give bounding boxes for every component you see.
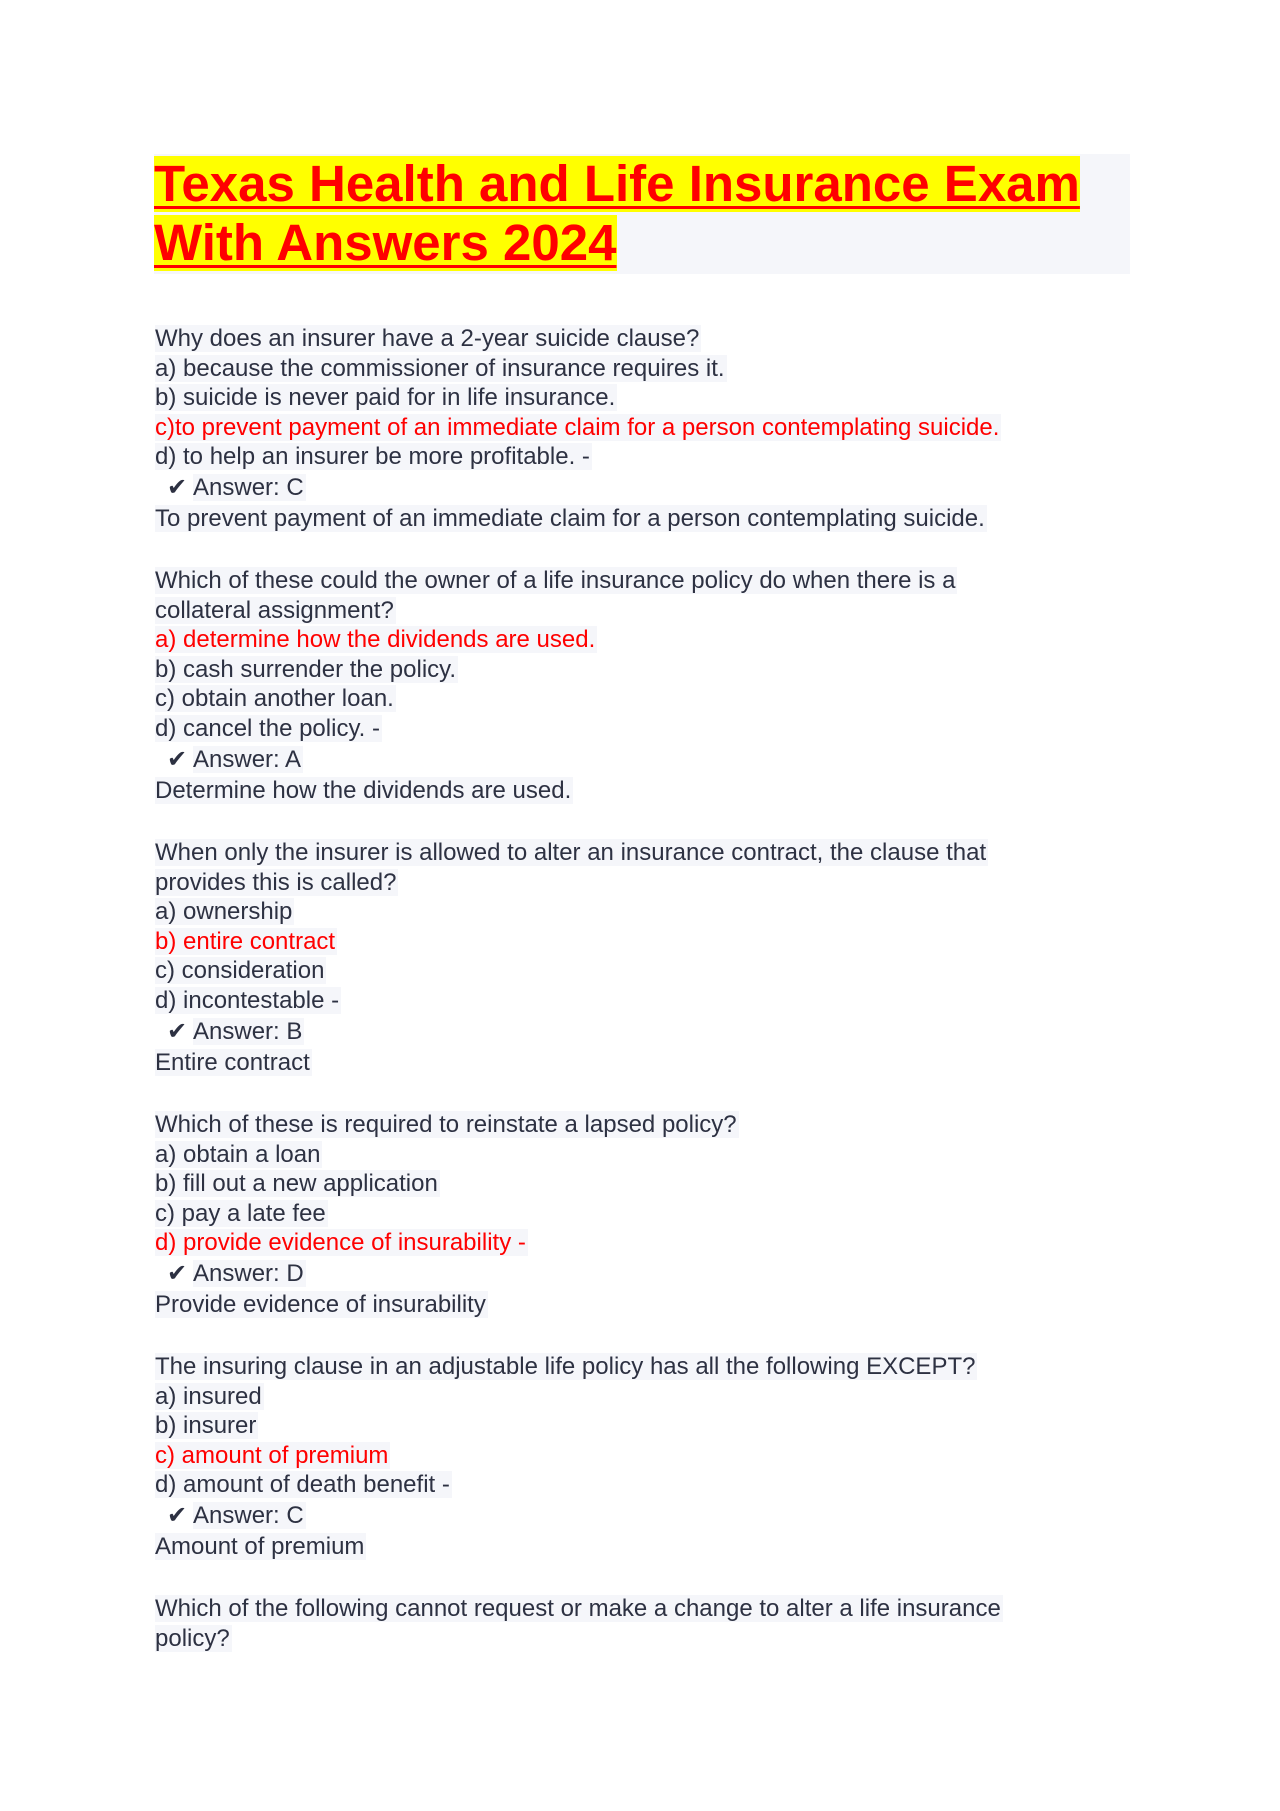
answer-explanation: Provide evidence of insurability: [155, 1290, 486, 1318]
option-b: b) insurer: [155, 1412, 257, 1440]
question-text: When only the insurer is allowed to alter an insurance contract, the clause that: [155, 839, 987, 866]
option-d: d) amount of death benefit -: [155, 1471, 450, 1499]
question-block-4: [155, 1110, 1115, 1320]
option-c-correct: c)to prevent payment of an immediate claim for a person contemplating suicide.: [155, 413, 1000, 441]
option-b-correct: b) entire contract: [155, 927, 336, 955]
option-b: b) cash surrender the policy.: [155, 655, 457, 683]
option-c: c) consideration: [155, 957, 325, 985]
title-line-2: With Answers 2024: [154, 214, 617, 271]
option-a-correct: a) determine how the dividends are used.: [155, 626, 596, 654]
question-block-3: [155, 838, 1115, 1078]
question-block-1: [155, 324, 1115, 534]
document-title: [154, 154, 1130, 274]
option-d-correct: d) provide evidence of insurability -: [155, 1229, 526, 1257]
option-a: a) ownership: [155, 898, 293, 926]
question-text-continued: provides this is called?: [155, 868, 397, 896]
option-b: b) fill out a new application: [155, 1170, 438, 1198]
checkmark-icon: ✔: [167, 473, 188, 501]
question-block-6: [155, 1594, 1115, 1653]
question-text: Why does an insurer have a 2-year suicide clause?: [155, 325, 700, 352]
question-text: Which of the following cannot request or make a change to alter a life insurance: [155, 1595, 1001, 1622]
answer-line: ✔ Answer: C: [155, 1500, 1115, 1532]
answer-explanation: Entire contract: [155, 1048, 310, 1076]
question-text: The insuring clause in an adjustable life policy has all the following EXCEPT?: [155, 1353, 976, 1380]
checkmark-icon: ✔: [167, 1501, 188, 1529]
answer-line: ✔ Answer: B: [155, 1016, 1115, 1048]
answer-line: ✔ Answer: D: [155, 1258, 1115, 1290]
question-text: Which of these could the owner of a life insurance policy do when there is a: [155, 567, 956, 594]
answer-line: ✔ Answer: A: [155, 744, 1115, 776]
option-c: c) obtain another loan.: [155, 685, 394, 713]
option-b: b) suicide is never paid for in life insurance.: [155, 384, 616, 412]
checkmark-icon: ✔: [167, 1259, 188, 1287]
answer-explanation: Determine how the dividends are used.: [155, 776, 572, 804]
answer-explanation: Amount of premium: [155, 1532, 365, 1560]
option-d: d) incontestable -: [155, 986, 340, 1014]
answer-line: ✔ Answer: C: [155, 472, 1115, 504]
option-c: c) pay a late fee: [155, 1199, 326, 1227]
option-c-correct: c) amount of premium: [155, 1441, 389, 1469]
checkmark-icon: ✔: [167, 1017, 188, 1045]
question-text-continued: collateral assignment?: [155, 596, 394, 624]
option-a: a) insured: [155, 1382, 262, 1410]
option-a: a) because the commissioner of insurance requires it.: [155, 354, 725, 382]
question-block-2: [155, 566, 1115, 806]
question-text-continued: policy?: [155, 1624, 230, 1652]
answer-explanation: To prevent payment of an immediate claim for a person contemplating suicide.: [155, 504, 985, 532]
option-d: d) cancel the policy. -: [155, 714, 380, 742]
checkmark-icon: ✔: [167, 745, 188, 773]
option-a: a) obtain a loan: [155, 1140, 321, 1168]
title-line-1: Texas Health and Life Insurance Exam: [154, 155, 1080, 212]
question-block-5: [155, 1352, 1115, 1562]
question-text: Which of these is required to reinstate a lapsed policy?: [155, 1111, 737, 1138]
option-d: d) to help an insurer be more profitable. -: [155, 443, 590, 471]
